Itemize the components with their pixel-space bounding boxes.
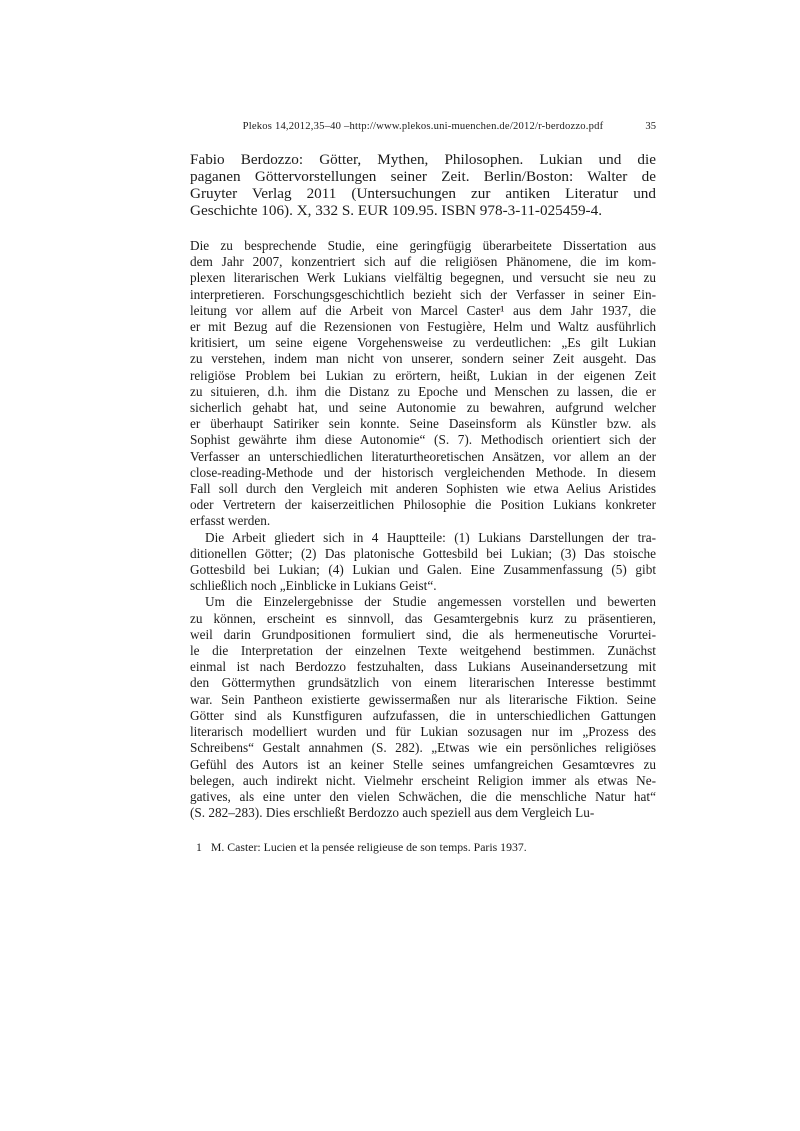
text-line: erfasst werden. (190, 513, 271, 529)
text-line: dem Jahr 2007, konzentriert sich auf die religiösen Phänomene, die im kom- (190, 254, 656, 270)
text-line: Verfasser an unterschiedlichen literaturtheoretischen Ansätzen, vor allem an der (190, 448, 656, 464)
text-line: literarisch modelliert wurden und für Lukian sozusagen nur im „Prozess des (190, 724, 656, 740)
text-line: zu situieren, d.h. ihm die Distanz zu Epoche und Menschen zu lassen, die er (190, 383, 656, 399)
book-title (190, 151, 656, 219)
text-line: oder Vertretern der kaiserzeitlichen Philosophie die Position Lukians konkreter (190, 497, 656, 513)
text-line: Die zu besprechende Studie, eine geringfügig überarbeitete Dissertation aus (190, 238, 656, 253)
text-line: religiöse Problem bei Lukian zu erörtern, heißt, Lukian in der eigenen Zeit (190, 367, 656, 383)
text-line: gatives, als eine unter den vielen Schwächen, die die menschliche Natur hat“ (190, 788, 656, 804)
text-line: leitung vor allem auf die Arbeit von Marcel Caster¹ aus dem Jahr 1937, die (190, 302, 656, 318)
paragraph (190, 238, 656, 530)
paragraph (190, 594, 656, 821)
text-line: paganen Göttervorstellungen seiner Zeit. Berlin/Boston: Walter de (190, 168, 656, 186)
text-line: einmal ist nach Berdozzo festzuhalten, dass Lukians Auseinandersetzung mit (190, 659, 656, 675)
text-line: interpretieren. Forschungsgeschichtlich bezieht sich der Verfasser in seiner Ein- (190, 286, 656, 302)
text-line: le die Interpretation der einzelnen Texte weitgehend bestimmen. Zunächst (190, 643, 656, 659)
text-line: Sophist gewährte ihm diese Autonomie“ (S. 7). Methodisch orientiert sich der (190, 432, 656, 448)
text-line: belegen, auch indirekt nicht. Vielmehr erscheint Religion immer als etwas Ne- (190, 772, 656, 788)
text-line: Um die Einzelergebnisse der Studie angemessen vorstellen und bewerten (205, 594, 656, 610)
running-title: Plekos 14,2012,35–40 –http://www.plekos.uni-muenchen.de/2012/r-berdozzo.pdf (242, 121, 604, 132)
text-line: Geschichte 106). X, 332 S. EUR 109.95. ISBN 978-3-11-025459-4. (190, 202, 602, 220)
text-line: zu verstehen, indem man nicht von unserer, sondern seiner Zeit ausgeht. Das (190, 351, 656, 367)
page-header (190, 120, 656, 133)
text-line: Gruyter Verlag 2011 (Untersuchungen zur antiken Literatur und (190, 185, 656, 203)
text-line: (S. 282–283). Dies erschließt Berdozzo auch speziell aus dem Vergleich Lu- (190, 805, 595, 821)
text-line: weil darin Grundpositionen formuliert sind, die als hermeneutische Vorurtei- (190, 626, 656, 642)
text-line: Götter sind als Kunstfiguren aufzufassen, die in unterschiedlichen Gattungen (190, 707, 656, 723)
text-line: er mit Bezug auf die Rezensionen von Festugière, Helm und Waltz ausführlich (190, 319, 656, 335)
text-line: sicherlich gehabt hat, und seine Autonomie zu bewahren, aufgrund welcher (190, 400, 656, 416)
text-line: war. Sein Pantheon existierte gewissermaßen nur als literarische Fiktion. Seine (190, 691, 656, 707)
text-line: Fall soll durch den Vergleich mit anderen Sophisten wie etwa Aelius Aristides (190, 481, 656, 497)
text-line: Gottesbild bei Lukian; (4) Lukian und Galen. Eine Zusammenfassung (5) gibt (190, 562, 656, 578)
paragraph (190, 530, 656, 595)
body-text (190, 238, 656, 821)
footnote-number: 1 (196, 840, 202, 854)
text-line: Schreibens“ Gestalt annahmen (S. 282). „Etwas wie ein persönliches religiöses (190, 740, 656, 756)
footnote (190, 840, 662, 854)
text-line: kritisiert, um seine eigene Vorgehensweise zu verdeutlichen: „Es gilt Lukian (190, 335, 656, 351)
text-line: Die Arbeit gliedert sich in 4 Hauptteile: (1) Lukians Darstellungen der tra- (205, 529, 656, 545)
text-line: close-reading-Methode und der historisch vergleichenden Methode. In diesem (190, 464, 656, 480)
page-number: 35 (645, 121, 656, 132)
text-line: Gefühl des Autors ist an keiner Stelle seines umfangreichen Gesamtœvres zu (190, 756, 656, 772)
text-line: Fabio Berdozzo: Götter, Mythen, Philosophen. Lukian und die (190, 151, 656, 168)
text-line: schließlich noch „Einblicke in Lukians Geist“. (190, 578, 437, 594)
text-line: er überhaupt Satiriker sein konnte. Seine Daseinsform als Künstler bzw. als (190, 416, 656, 432)
text-line: ditionellen Götter; (2) Das platonische Gottesbild bei Lukian; (3) Das stoische (190, 545, 656, 561)
text-line: zu können, erscheint es sinnvoll, das Gesamtergebnis kurz zu präsentieren, (190, 610, 656, 626)
footnote-text: M. Caster: Lucien et la pensée religieuse de son temps. Paris 1937. (210, 840, 527, 854)
text-line: plexen literarischen Werk Lukians vielfältig begegnen, und versucht sie neu zu (190, 270, 656, 286)
text-line: den Göttermythen grundsätzlich von einem literarischen Interesse bestimmt (190, 675, 656, 691)
